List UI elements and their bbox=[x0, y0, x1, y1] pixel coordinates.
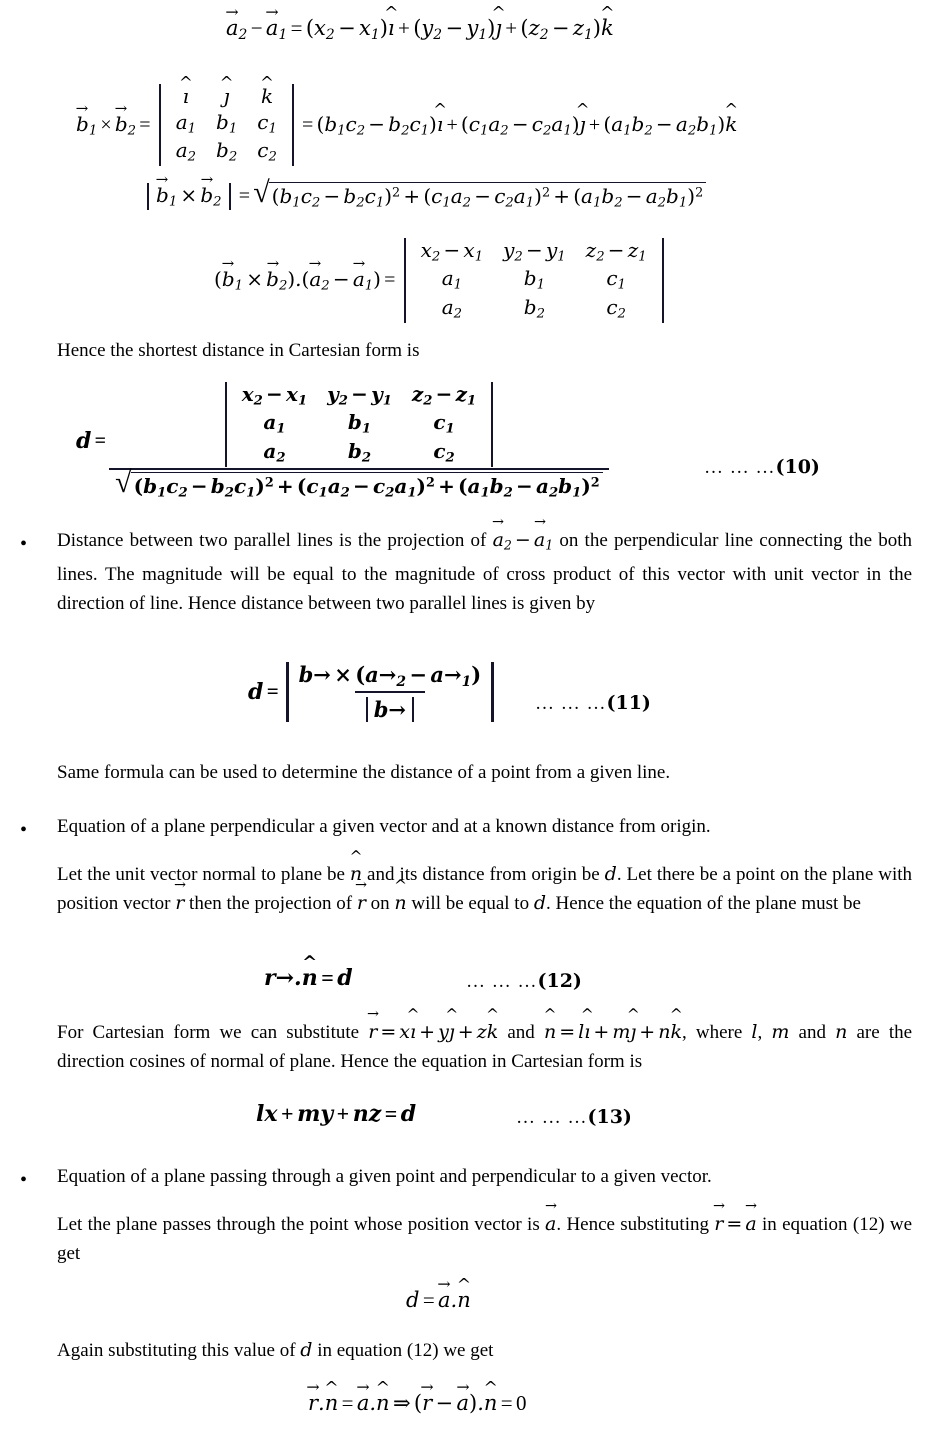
equation-magnitude-cross-product: $b \to_1 \times b \to_2$ = √ $(b_1c_2 - b_2c_1)^2 + (c_1a_2 - c_2a_1)^2 + (a_1b_2 - a_2b_1)^2$ bbox=[142, 182, 706, 216]
inline-math-m: m bbox=[771, 1021, 790, 1043]
inline-math-d-2: d bbox=[533, 892, 547, 914]
unit-normal-p7: . Hence the equation of the plane must be bbox=[546, 893, 861, 914]
inline-math-r-equals-a: r → = a → bbox=[714, 1213, 756, 1235]
inline-math-n-components: n ^ = lı ^ + mȷ ^ + nk ^ bbox=[544, 1021, 682, 1043]
plane-passes-p1: Let the plane passes through the point whose position vector is bbox=[57, 1214, 546, 1235]
equation-11-number bbox=[535, 692, 651, 715]
equation-12-dots: … … … bbox=[466, 971, 538, 992]
bullet-plane-through-point: Equation of a plane passing through a given point and perpendicular to a given vector. bbox=[57, 1166, 712, 1187]
inline-math-r-components: r → = xı ^ + yȷ ^ + zk ^ bbox=[368, 1021, 498, 1043]
unit-normal-p6: will be equal to bbox=[406, 893, 534, 914]
bullet-plane-perpendicular: Equation of a plane perpendicular a given vector and at a known distance from origin. bbox=[57, 816, 711, 837]
equation-11-label: (11) bbox=[606, 692, 651, 714]
parallel-lines-text-part1: Distance between two parallel lines is the projection of bbox=[57, 530, 493, 551]
equation-13: lx + my + nz = d bbox=[256, 1101, 417, 1127]
equation-13-dots: … … … bbox=[516, 1107, 588, 1128]
inline-math-r-vec-1: r → bbox=[175, 892, 184, 914]
equation-10-dots: … … … bbox=[704, 457, 776, 478]
inline-math-n: n bbox=[835, 1021, 848, 1043]
equation-final-plane: r →.n ^ = a →.n ^ ⇒ (r → − a →).n ^ = 0 bbox=[308, 1391, 527, 1416]
again-sub-p1: Again substituting this value of bbox=[57, 1340, 301, 1361]
equation-11: d = $\frac{b \to \times (a \to _2 - a \to _1)}{b}$ → bbox=[248, 662, 498, 722]
equation-11-dots: … … … bbox=[535, 693, 607, 714]
equation-12-number bbox=[466, 970, 582, 993]
equation-cross-product: $b \to_1$ × $b \to_2$ = ı ^ ȷ ^ k ^ $a_1$ $b_1$ $c_1$ $a_2$ $b_2$ $c_2$ = ($b_1c_2$ − $b_2c_1)ı$ ^ + ($c_1a_2$ − $c_2a_1)ȷ$ ^ + $(a_1b_2 - a_2b_1)k$ ^ bbox=[76, 84, 737, 166]
line-hence-shortest-distance: Hence the shortest distance in Cartesian form is bbox=[57, 340, 420, 361]
equation-12: r → .n ^ = d bbox=[264, 965, 353, 991]
equation-10-label: (10) bbox=[775, 456, 820, 478]
equation-a2-minus-a1: $a \to_2 - a \to_1 = (x_2$ − $x_1)ı$ ^ + ($y_2$ − $y_1)ȷ$ ^ + $(z_2 - z_1)k$ ^ bbox=[226, 16, 614, 43]
cartesian-p6: are the direction cosines of normal of plane. Hence the equation in Cartesian form is bbox=[57, 1022, 913, 1072]
paragraph-cartesian-form bbox=[57, 1018, 912, 1076]
equation-12-label: (12) bbox=[537, 970, 582, 992]
unit-normal-p4: then the projection of bbox=[184, 893, 357, 914]
inline-math-r-vec-2: r → bbox=[357, 892, 366, 914]
cartesian-p4: , bbox=[757, 1022, 772, 1043]
paragraph-plane-passes bbox=[57, 1210, 912, 1268]
equation-dot-product-determinant: $(b \to_1 \times b \to_2).(a \to_2 - a \to_1)$ = $x_2 - x_1$ $y_2 - y_1$ $z_2 - z_1$ $a_1$ $b_1$ $c_1$ $a_2$ $b_2$ $c_2$ bbox=[214, 238, 669, 323]
equation-10: d = $x_2 - x_1$ $y_2 - y_1$ $z_2 - z_1$ $a_1$ $b_1$ $c_1$ $a_2$ $b_2$ $c_2$ √ $(b_1c_2 - b_2c_1)^2 + (c_1a_2 - c_2a_1)^2 + (a_1b_2 - a_2b_1)^2$ bbox=[76, 382, 609, 500]
inline-math-n-hat-1: n ^ bbox=[350, 863, 362, 885]
equation-10-number bbox=[704, 456, 820, 479]
paragraph-parallel-lines bbox=[57, 526, 912, 618]
bullet-marker-plane-through-point: • bbox=[20, 1169, 28, 1191]
unit-normal-p2: and its distance from origin be bbox=[362, 864, 605, 885]
inline-math-n-hat-2: n ^ bbox=[394, 892, 406, 914]
unit-normal-p1: Let the unit vector normal to plane be bbox=[57, 864, 350, 885]
unit-normal-p5: on bbox=[365, 893, 395, 914]
again-sub-p2: in equation (12) we get bbox=[312, 1340, 494, 1361]
bullet-marker-parallel-lines: • bbox=[20, 533, 28, 555]
inline-math-d-1: d bbox=[604, 863, 617, 885]
line-again-substituting bbox=[57, 1336, 857, 1365]
paragraph-unit-normal bbox=[57, 860, 912, 918]
equation-d-equals-a-dot-n: d = a →.n ^ bbox=[406, 1288, 471, 1313]
inline-math-d-3: d bbox=[300, 1339, 313, 1361]
line-same-formula: Same formula can be used to determine the distance of a point from a given line. bbox=[57, 762, 671, 783]
unit-normal-p3: . Let there be a point on the plane with position vector bbox=[57, 864, 913, 914]
equation-13-label: (13) bbox=[587, 1106, 632, 1128]
inline-math-a-vec: a → bbox=[545, 1213, 556, 1235]
bullet-marker-plane-perpendicular: • bbox=[20, 819, 28, 841]
parallel-lines-text-part2: on the perpendicular line connecting the both lines. The magnitude will be equal to the magnitude of cross product of this vector with unit vector in the direction of line. Hence distance between two parallel lines is given by bbox=[57, 530, 912, 614]
equation-13-number bbox=[516, 1106, 632, 1129]
inline-math-a2-minus-a1: $a \to_2 - a \to_1$ bbox=[493, 529, 554, 551]
cartesian-p3: , where bbox=[682, 1022, 752, 1043]
plane-passes-p3: in equation (12) we get bbox=[57, 1214, 912, 1264]
plane-passes-p2: . Hence substituting bbox=[556, 1214, 715, 1235]
cartesian-p5: and bbox=[789, 1022, 836, 1043]
cartesian-p2: and bbox=[498, 1022, 544, 1043]
inline-math-l: l bbox=[751, 1021, 758, 1043]
cartesian-p1: For Cartesian form we can substitute bbox=[57, 1022, 369, 1043]
